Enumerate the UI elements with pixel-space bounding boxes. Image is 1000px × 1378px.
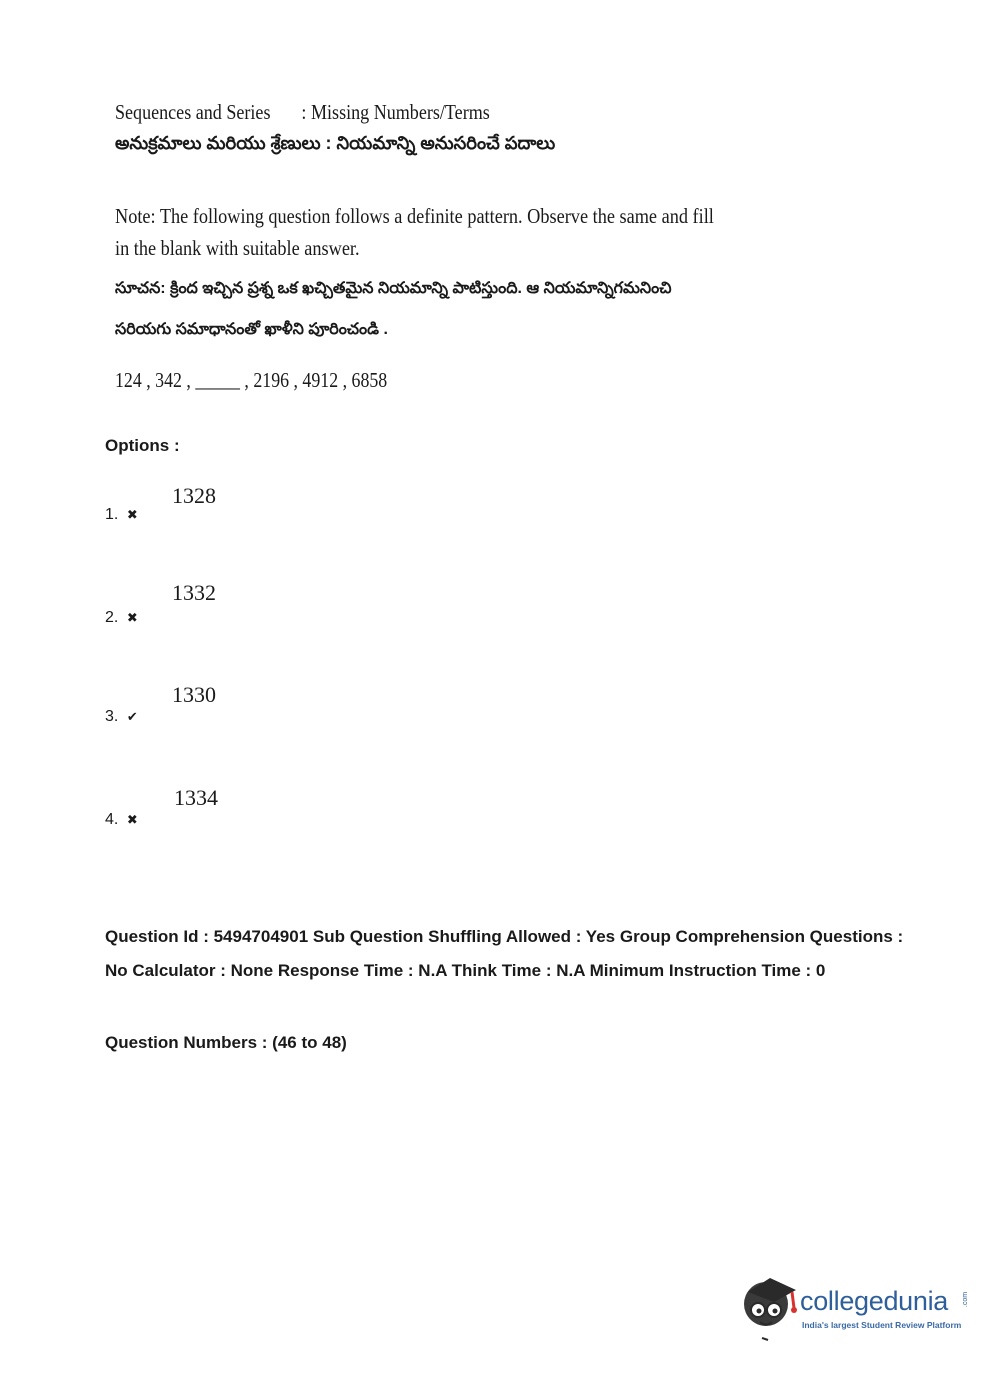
- option-number: 1.: [105, 506, 119, 523]
- topic-heading-telugu: అనుక్రమాలు మరియు శ్రేణులు : నియమాన్ని అనుసరించే పదాలు: [115, 133, 556, 153]
- question-meta: Question Id : 5494704901 Sub Question Shuffling Allowed : Yes Group Comprehension Questions : No Calculator : None Response Time : N.A Think Time : N.A Minimum Instruction Time : 0: [105, 927, 904, 980]
- option-number: 4.: [105, 811, 119, 828]
- option-number: 2.: [105, 609, 119, 626]
- options-label: Options :: [105, 436, 180, 455]
- topic-heading-english: [115, 100, 490, 125]
- wrong-icon: ✖: [126, 812, 138, 827]
- option-4[interactable]: [105, 811, 140, 829]
- option-number: 3.: [105, 708, 119, 725]
- correct-check-icon: ✔: [126, 709, 138, 724]
- option-1[interactable]: [105, 506, 140, 524]
- option-2-value[interactable]: 1332: [172, 580, 216, 605]
- option-1-value[interactable]: 1328: [172, 483, 216, 508]
- logo-wordmark: collegedunia: [800, 1286, 949, 1316]
- note-english: Note: The following question follows a definite pattern. Observe the same and fill in the blank with suitable answer.: [115, 204, 714, 260]
- question-numbers: Question Numbers : (46 to 48): [105, 1033, 347, 1052]
- option-3-value[interactable]: 1330: [172, 682, 216, 707]
- option-4-value[interactable]: 1334: [174, 785, 218, 810]
- option-3[interactable]: [105, 708, 140, 726]
- logo-tagline: India's largest Student Review Platform: [802, 1320, 962, 1330]
- note-telugu-line-1: సూచన: క్రింద ఇచ్చిన ప్రశ్న ఒక ఖచ్చితమైన నియమాన్ని పాటిస్తుంది. ఆ నియమాన్నిగమనించి: [115, 280, 672, 297]
- note-telugu-line-2: సరియగు సమాధానంతో ఖాళీని పూరించండి .: [115, 321, 388, 338]
- logo-suffix: .com: [962, 1291, 970, 1308]
- wrong-icon: ✖: [126, 610, 138, 625]
- mascot-icon: [740, 1272, 802, 1344]
- topic-subject: Sequences and Series: [115, 100, 271, 124]
- option-2[interactable]: [105, 609, 140, 627]
- question-sequence: 124 , 342 , _____ , 2196 , 4912 , 6858: [115, 368, 388, 392]
- wrong-icon: ✖: [126, 507, 138, 522]
- topic-subtopic: : Missing Numbers/Terms: [301, 100, 490, 124]
